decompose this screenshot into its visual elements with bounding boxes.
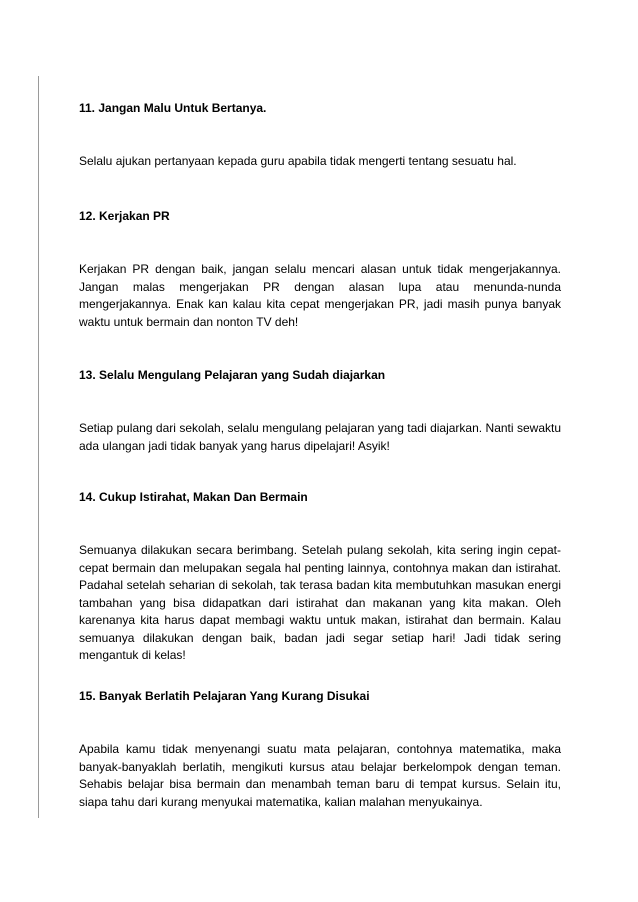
section-heading-14: 14. Cukup Istirahat, Makan Dan Bermain <box>79 490 308 504</box>
section-body-14: Semuanya dilakukan secara berimbang. Setelah pulang sekolah, kita sering ingin cepat-cepat bermain dan melupakan segala hal penting lainnya, contohnya makan dan istirahat. Padahal setelah seharian di sekolah, tak terasa badan kita membutuhkan masukan energi tambahan yang bisa didapatkan dari istirahat dan makanan yang kita makan. Oleh karenanya kita harus dapat membagi waktu untuk makan, istirahat dan bermain. Kalau semuanya dilakukan dengan baik, badan jadi segar setiap hari! Jadi tidak sering mengantuk di kelas! <box>79 543 561 662</box>
section-body-11: Selalu ajukan pertanyaan kepada guru apabila tidak mengerti tentang sesuatu hal. <box>79 154 517 168</box>
section-heading-13: 13. Selalu Mengulang Pelajaran yang Sudah diajarkan <box>79 368 386 382</box>
section-heading-12: 12. Kerjakan PR <box>79 209 170 223</box>
margin-rule <box>38 76 39 818</box>
section-body-15: Apabila kamu tidak menyenangi suatu mata pelajaran, contohnya matematika, maka banyak-banyaklah berlatih, mengikuti kursus atau belajar berkelompok dengan teman. Sehabis belajar bisa bermain dan menambah teman baru di tempat kursus. Selain itu, siapa tahu dari kurang menyukai matematika, kalian malahan menyukainya. <box>79 742 561 809</box>
section-body-13: Setiap pulang dari sekolah, selalu mengulang pelajaran yang tadi diajarkan. Nanti sewaktu ada ulangan jadi tidak banyak yang harus dipelajari! Asyik! <box>79 421 561 453</box>
section-body-12: Kerjakan PR dengan baik, jangan selalu mencari alasan untuk tidak mengerjakannya. Jangan malas mengerjakan PR dengan alasan lupa atau menunda-nunda mengerjakannya. Enak kan kalau kita cepat mengerjakan PR, jadi masih punya banyak waktu untuk bermain dan nonton TV deh! <box>79 262 561 329</box>
section-heading-15: 15. Banyak Berlatih Pelajaran Yang Kurang Disukai <box>79 689 370 703</box>
section-heading-11: 11. Jangan Malu Untuk Bertanya. <box>79 101 267 115</box>
